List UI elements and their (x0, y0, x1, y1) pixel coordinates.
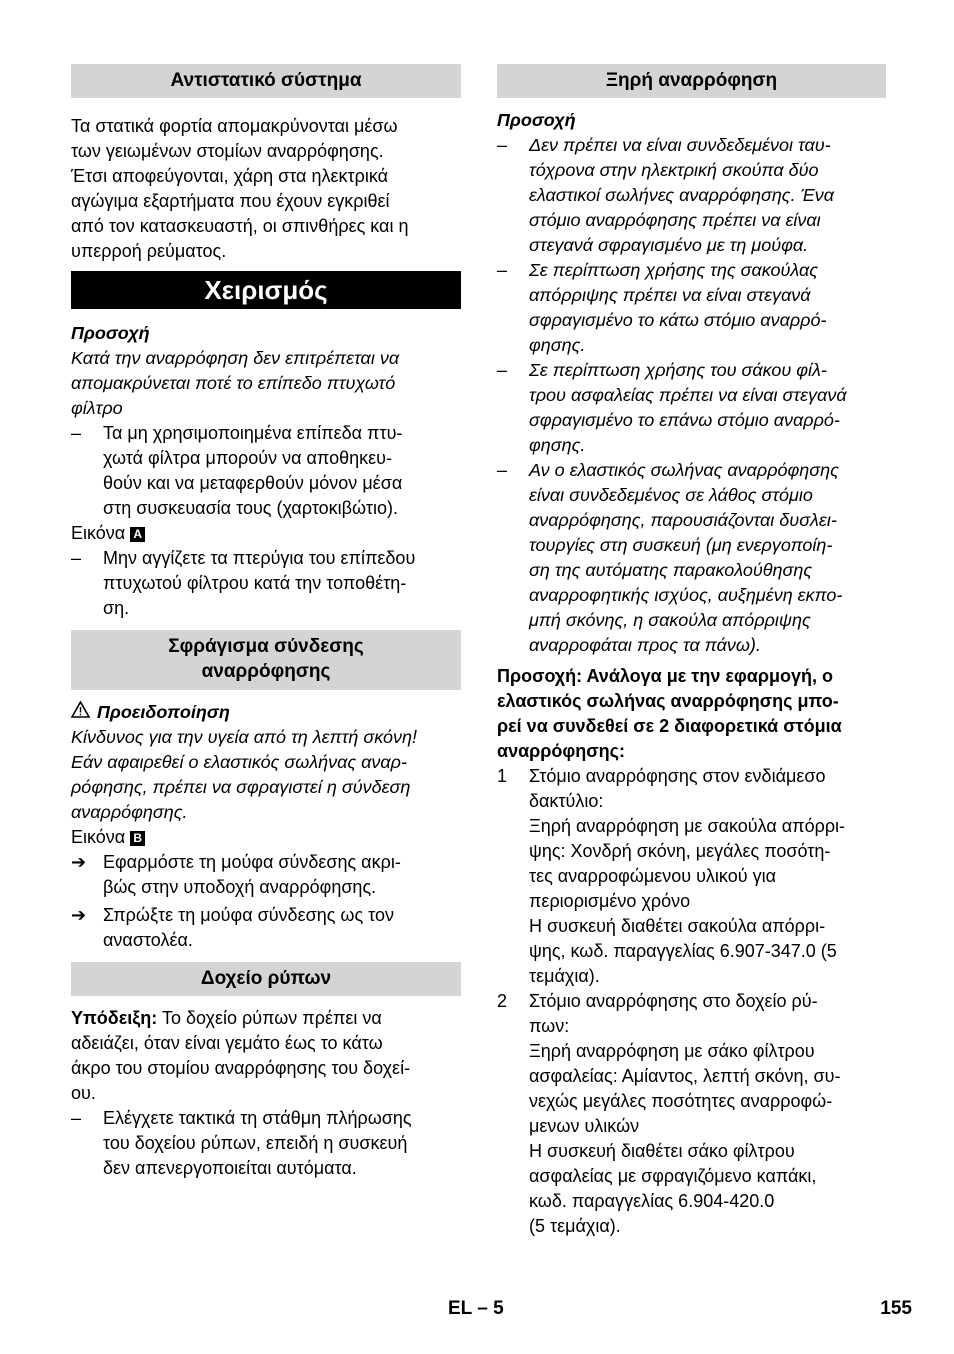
list-item-text: Τα μη χρησιμοποιημένα επίπεδα πτυ- χωτά φίλτρα μπορούν να αποθηκευ- θούν και να μεταφερθούν μόνον μέσα στη συσκευασία τους (χαρτοκιβώτιο). (103, 423, 403, 518)
list-item-text: Σε περίπτωση χρήσης του σάκου φίλ- τρου ασφαλείας πρέπει να είναι στεγανά σφραγισμένο το επάνω στόμιο αναρρό- φησης. (529, 360, 847, 455)
list-item-text: Αν ο ελαστικός σωλήνας αναρρόφησης είναι συνδεδεμένος σε λάθος στόμιο αναρρόφησης, παρουσιάζονται δυσλει- τουργίες στη συσκευή (μη ενεργοποίη- ση της αυτόματης παρακολούθησης αναρροφητικής ισχύος, αυξημένη εκπο- μπή σκόνης, η σακούλα απόρριψης αναρροφάται προς τα πάνω). (529, 460, 843, 655)
option-description: Ξηρή αναρρόφηση με σάκο φίλτρου ασφαλείας: Αμίαντος, λεπτή σκόνη, συ- νεχώς μεγάλες ποσότητες αναρροφώ- μενων υλικών (529, 1041, 841, 1136)
list-item (497, 133, 886, 258)
figure-b-badge: B (130, 831, 145, 846)
numbered-item-title: Στόμιο αναρρόφησης στο δοχείο ρύ- πων: (529, 991, 818, 1036)
hint-paragraph: Υπόδειξη: Το δοχείο ρύπων πρέπει να αδειάζει, όταν είναι γεμάτο έως το κάτω άκρο του στομίου αναρρόφησης του δοχεί- ου. (71, 1008, 411, 1103)
option-description: Ξηρή αναρρόφηση με σακούλα απόρρι- ψης: Χονδρή σκόνη, μεγάλες ποσότη- τες αναρροφώμενου υλικού για περιορισμένο χρόνο (529, 816, 846, 911)
text-line: Έτσι αποφεύγονται, χάρη στα ηλεκτρικά (71, 166, 389, 186)
list-item (71, 421, 461, 521)
text-line: αγώγιμα εξαρτήματα που έχουν εγκριθεί (71, 191, 390, 211)
step-item (71, 850, 461, 900)
dash-marker: – (497, 260, 508, 280)
list-item (497, 258, 886, 358)
dash-marker: – (71, 548, 82, 568)
text-line: των γειωμένων στομίων αναρρόφησης. (71, 141, 384, 161)
list-item-text: Δεν πρέπει να είναι συνδεδεμένοι ταυ- τόχρονα στην ηλεκτρική σκούπα δύο ελαστικοί σωλήνες αναρρόφησης. Ένα στόμιο αναρρόφησης πρέπει να είναι στεγανά σφραγισμένο με τη μούφα. (529, 135, 835, 255)
list-item-text: Ελέγχετε τακτικά τη στάθμη πλήρωσης του δοχείου ρύπων, επειδή η συσκευή δεν απενεργοποιείται αυτόματα. (103, 1108, 412, 1178)
dash-marker: – (497, 460, 508, 480)
footer-language: EL (448, 1298, 472, 1319)
dash-marker: – (71, 1108, 82, 1128)
warning-label: Προειδοποίηση (97, 702, 230, 722)
section-heading-dirt-container: Δοχείο ρύπων (71, 962, 461, 996)
list-item (71, 1106, 461, 1181)
option-accessory: Η συσκευή διαθέτει σακούλα απόρρι- ψης, κωδ. παραγγελίας 6.907-347.0 (5 τεμάχια). (529, 916, 837, 986)
arrow-right-icon: ➔ (71, 852, 87, 872)
numbered-item (497, 764, 886, 814)
section-heading-antistatic: Αντιστατικό σύστημα (71, 64, 461, 98)
antistatic-paragraph (71, 114, 461, 264)
warning-triangle-icon (71, 700, 97, 725)
right-column (497, 64, 886, 1239)
option-accessory: Η συσκευή διαθέτει σάκο φίλτρου ασφαλείας με σφραγιζόμενο καπάκι, κωδ. παραγγελίας 6.904-420.0 (5 τεμάχια). (529, 1141, 817, 1236)
text-line: από τον κατασκευαστή, οι σπινθήρες και η (71, 216, 409, 236)
dash-marker: – (71, 423, 82, 443)
step-text: Σπρώξτε τη μούφα σύνδεσης ως τον αναστολέα. (103, 905, 394, 950)
figure-reference-a: Εικόνα A (71, 521, 461, 546)
arrow-right-icon: ➔ (71, 905, 87, 925)
list-item (497, 358, 886, 458)
text-line: Τα στατικά φορτία απομακρύνονται μέσω (71, 116, 398, 136)
dash-marker: – (497, 135, 508, 155)
item-number: 1 (497, 766, 508, 786)
footer-section-label (448, 1296, 504, 1321)
bold-note: Προσοχή: Ανάλογα με την εφαρμογή, ο ελαστικός σωλήνας αναρρόφησης μπο- ρεί να συνδεθεί σε 2 διαφορετικά στόμια αναρρόφησης: (497, 666, 842, 761)
step-item (71, 903, 461, 953)
warning-paragraph: Κίνδυνος για την υγεία από τη λεπτή σκόνη! Εάν αφαιρεθεί ο ελαστικός σωλήνας αναρ- ρόφησης, πρέπει να σφραγιστεί η σύνδεση αναρρόφησης. (71, 727, 417, 822)
caution-paragraph (71, 346, 461, 421)
warning-heading (71, 700, 461, 725)
dash-marker: – (497, 360, 508, 380)
list-item-text: Μην αγγίζετε τα πτερύγια του επίπεδου πτυχωτού φίλτρου κατά την τοποθέτη- ση. (103, 548, 416, 618)
numbered-item (497, 989, 886, 1039)
text-line: απομακρύνεται ποτέ το επίπεδο πτυχωτό (71, 373, 396, 393)
chapter-heading-operation: Χειρισμός (71, 271, 461, 309)
section-heading-seal: Σφράγισμα σύνδεσης αναρρόφησης (71, 630, 461, 690)
numbered-item-title: Στόμιο αναρρόφησης στον ενδιάμεσο δακτύλιο: (529, 766, 826, 811)
left-column (71, 64, 461, 1181)
text-line: φίλτρο (71, 398, 123, 418)
footer-section-page: – 5 (477, 1298, 504, 1319)
text-line: υπερροή ρεύματος. (71, 241, 227, 261)
section-heading-dry-vacuuming: Ξηρή αναρρόφηση (497, 64, 886, 98)
figure-reference-b: Εικόνα B (71, 825, 461, 850)
list-item-text: Σε περίπτωση χρήσης της σακούλας απόρριψης πρέπει να είναι στεγανά σφραγισμένο το κάτω στόμιο αναρρό- φησης. (529, 260, 827, 355)
page-number: 155 (880, 1298, 912, 1319)
list-item (497, 458, 886, 658)
hint-label: Υπόδειξη: (71, 1008, 158, 1028)
caution-label: Προσοχή (71, 323, 150, 343)
figure-a-badge: A (130, 527, 145, 542)
item-number: 2 (497, 991, 508, 1011)
step-text: Εφαρμόστε τη μούφα σύνδεσης ακρι- βώς στην υποδοχή αναρρόφησης. (103, 852, 401, 897)
text-line: Κατά την αναρρόφηση δεν επιτρέπεται να (71, 348, 400, 368)
list-item (71, 546, 461, 621)
caution-label: Προσοχή (497, 110, 576, 130)
